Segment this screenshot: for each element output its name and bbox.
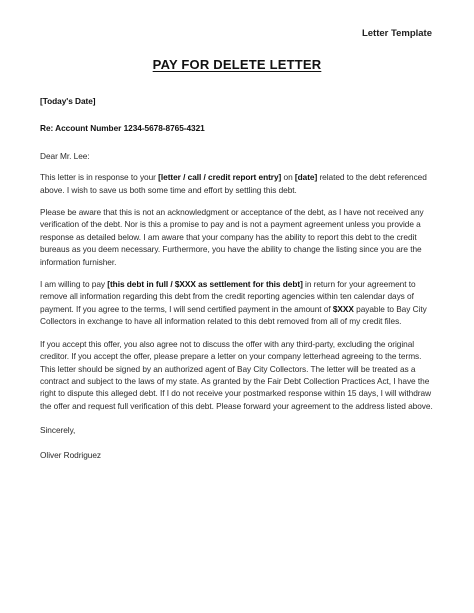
date-reference-placeholder: [date] — [294, 172, 318, 183]
closing: Sincerely, — [40, 425, 76, 436]
paragraph-response-text-c: on — [281, 172, 295, 183]
paragraph-offer-text-a: I am willing to pay — [40, 279, 108, 290]
account-reference-line: Re: Account Number 1234-5678-8765-4321 — [40, 123, 205, 134]
paragraph-response-text-e: related to the debt referenced above. I wish to save us both some time and effort by settling this debt. — [40, 172, 427, 195]
letter-body — [40, 95, 436, 461]
date-placeholder: [Today's Date] — [40, 96, 96, 106]
payment-amount-placeholder: $XXX — [332, 303, 354, 314]
paragraph-disclaimer: Please be aware that this is not an acknowledgment or acceptance of the debt, as I have not received any verification of the debt. Nor is this a promise to pay and is not a payment agreement unless you provide a response as detailed below. I am aware that your company has the ability to report this debt to the credit bureaus as you deem necessary. Furthermore, you have the ability to change the listing since you are the information furnisher. — [40, 207, 424, 267]
signature-name: Oliver Rodriguez — [40, 449, 101, 460]
paragraph-terms: If you accept this offer, you also agree not to discuss the offer with any third-party, excluding the original creditor. If you accept the offer, please prepare a letter on your company letterhead agreeing to the terms. This letter should be signed by an authorized agent of Bay City Collectors. The letter will be treated as a contract and subject to the laws of my state. As granted by the Fair Debt Collection Practices Act, I have the right to dispute this alleged debt. If I do not receive your postmarked response within 15 days, I will withdraw the offer and request full verification of this debt. Please forward your agreement to the address listed above. — [40, 338, 433, 411]
paragraph-offer-text-c: in return for your agreement to remove all information regarding this debt from the credit reporting agencies within ten calendar days of payment. If you agree to the terms, I will send certified payment in the amount of — [40, 279, 416, 314]
paragraph-response — [40, 171, 436, 196]
paragraph-offer — [40, 278, 436, 328]
settlement-amount-placeholder: [this debt in full / $XXX as settlement for this debt] — [107, 279, 303, 290]
salutation: Dear Mr. Lee: — [40, 150, 90, 161]
contact-method-placeholder: [letter / call / credit report entry] — [158, 172, 282, 183]
letter-title: PAY FOR DELETE LETTER — [152, 57, 322, 72]
paragraph-offer-text-e: payable to Bay City Collectors in exchange to have all information related to this debt removed from all of my credit files. — [40, 303, 427, 327]
paragraph-response-text-a: This letter is in response to your — [40, 172, 159, 183]
letter-template-label: Letter Template — [361, 28, 432, 39]
